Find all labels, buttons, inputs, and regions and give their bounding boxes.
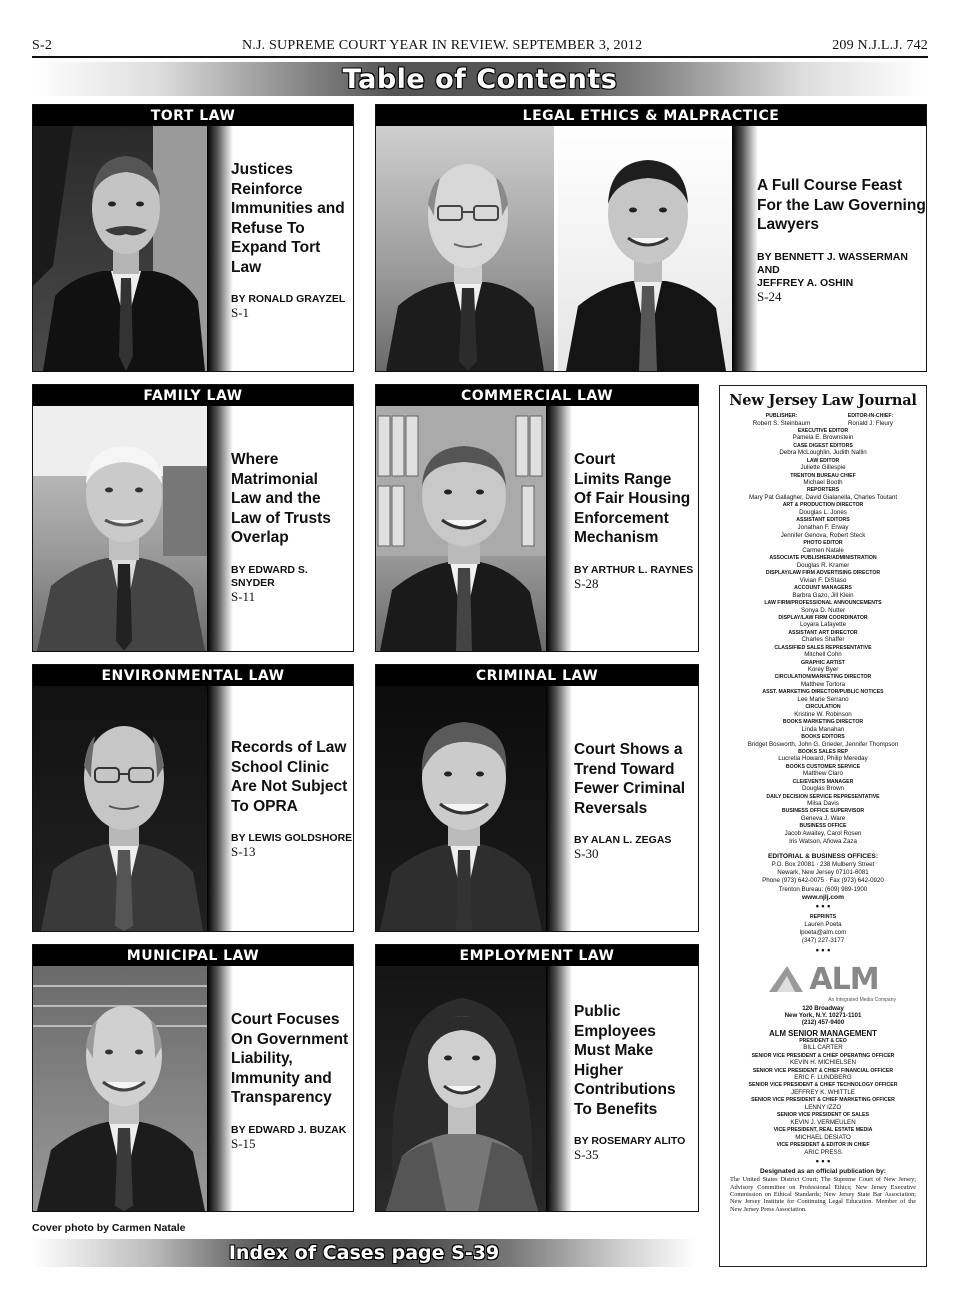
staff-title: ASSISTANT EDITORS [796,517,850,524]
website-link[interactable]: www.njlj.com [802,893,844,901]
staff-title: BOOKS MARKETING DIRECTOR [782,719,864,726]
offices-title: EDITORIAL & BUSINESS OFFICES: [767,852,879,860]
masthead [719,385,927,1267]
designated-text: The United States District Court; The Supreme Court of New Jersey; Advisory Committee on Professional Ethics; New Jersey Executive Commission on Ethical Standards; New Jersey State Bar Association; New Jersey Institute for Continuing Legal Education. Member of the New Jersey Press Association. [730,1176,916,1213]
article-page: S-15 [231,1135,256,1151]
staff-name: Matthew Claro [803,770,843,778]
staff-name: Geneva J. Ware [800,815,846,823]
article-page: S-11 [231,588,256,604]
section-legal-ethics[interactable] [375,104,927,372]
mgmt-list [720,1038,926,1157]
index-banner[interactable] [32,1239,696,1267]
staff-name: MICHAEL DESIATO [795,1133,851,1141]
article-byline: BY ARTHUR L. RAYNES [574,563,694,576]
staff-name: Bridget Bosworth, John G. Grieder, Jennifer Thompson [747,740,899,748]
article-text [574,406,693,651]
staff-name: Michael Booth [803,479,843,487]
staff-title: PHOTO EDITOR [803,540,843,547]
photo-fade [207,686,233,931]
staff-title: REPORTERS [806,487,840,494]
staff-name: Mitchell Cohn [804,651,842,659]
article-text [231,966,348,1211]
staff-name: LENNY IZZO [804,1103,842,1111]
section-criminal-law[interactable] [375,664,699,932]
article-page: S-13 [231,844,256,859]
photo-fade [546,686,572,931]
alm-tagline: An Integrated Media Company [828,996,896,1003]
staff-name: JEFFREY K. WHITTLE [791,1089,855,1097]
staff-title: BUSINESS OFFICE SUPERVISOR [781,808,865,815]
reprints-title: REPRINTS [809,914,837,921]
staff-name: Mary Pat Gallagher, David Gialanella, Charles Toutant [748,494,898,502]
staff-name: Milsa Davis [807,800,839,808]
staff-name: Carmen Natale [802,547,844,555]
staff-title: DAILY DECISION SERVICE REPRESENTATIVE [766,793,880,800]
staff-title: SENIOR VICE PRESIDENT & CHIEF FINANCIAL OFFICER [752,1067,894,1074]
article-text [574,966,685,1211]
separator-dots: • • • [815,901,831,912]
alm-wordmark: ALM [809,961,879,997]
staff-title: ART & PRODUCTION DIRECTOR [782,502,864,509]
offices-lines: P.O. Box 20081 · 238 Mulberry Street Newark, New Jersey 07101-6081 Phone (973) 642-0075 · Fax (973) 642-0920 Trenton Bureau: (609) 989-1900 [762,860,884,893]
staff-name: Pamela E. Brownstein [792,434,854,442]
article-text [231,126,345,371]
alm-triangle-icon [767,964,805,994]
article-headline[interactable]: Public Employees Must Make Higher Contributions To Benefits [574,1003,676,1118]
reprints-lines: Lauren Poeta lpoeta@alm.com (347) 227-3177 [799,920,847,945]
article-page: S-24 [757,288,782,304]
staff-title: CLASSIFIED SALES REPRESENTATIVE [774,644,872,651]
alm-address: 120 Broadway New York, N.Y. 10271-1101 (212) 457-9400 [784,1004,862,1026]
author-photo-oshin [558,126,736,371]
section-title: EMPLOYMENT LAW [376,945,698,966]
article-headline[interactable]: Justices Reinforce Immunities and Refuse To Expand Tort Law [231,161,345,276]
staff-title: SENIOR VICE PRESIDENT & CHIEF TECHNOLOGY OFFICER [748,1082,898,1089]
article-text [574,686,685,931]
section-municipal-law[interactable] [32,944,354,1212]
section-environmental-law[interactable] [32,664,354,932]
toc-banner [32,62,928,96]
staff-title: ACCOUNT MANAGERS [794,585,852,592]
staff-name: Kristine W. Robinson [794,710,852,718]
article-text [231,686,352,931]
alm-logo [748,962,898,997]
author-photo [376,966,548,1211]
section-tort-law[interactable] [32,104,354,372]
article-byline: BY ROSEMARY ALITO [574,1135,686,1147]
staff-title: VICE PRESIDENT & EDITOR IN CHIEF [776,1142,870,1149]
article-page: S-30 [574,846,599,861]
staff-name: Jacob Awaitey, Carol Rosen Iris Watson, Afiowa Zaza [784,829,862,846]
author-photo [33,686,211,931]
section-commercial-law[interactable] [375,384,699,652]
staff-name: Debra McLoughlin, Judith Nallin [779,449,867,457]
article-page: S-35 [574,1147,599,1162]
article-headline[interactable]: Court Shows a Trend Toward Fewer Criminal Reversals [574,741,686,817]
author-photo-wasserman [376,126,554,371]
staff-name: Loyara Lafayette [799,621,847,629]
page-number: S-2 [32,38,53,53]
index-banner-label: Index of Cases page S-39 [228,1242,500,1264]
photo-fade [207,126,233,371]
staff-name: Douglas R. Kramer [796,561,850,569]
staff-title: LAW FIRM/PROFESSIONAL ANNOUNCEMENTS [764,599,882,606]
article-byline: BY EDWARD S. SNYDER [231,563,308,589]
photo-fade [207,406,233,651]
staff-title: DISPLAY/LAW FIRM ADVERTISING DIRECTOR [765,570,881,577]
section-title: TORT LAW [33,105,353,126]
eic-name: Ronald J. Fleury [847,419,894,427]
section-title: MUNICIPAL LAW [33,945,353,966]
section-title: ENVIRONMENTAL LAW [33,665,353,686]
staff-name: Barbra Gazo, Jill Klein [792,591,854,599]
article-byline: BY EDWARD J. BUZAK [231,1123,347,1136]
masthead-top-names [720,409,926,428]
staff-title: SENIOR VICE PRESIDENT OF SALES [777,1112,869,1119]
staff-title: TRENTON BUREAU CHIEF [790,472,856,479]
section-title: CRIMINAL LAW [376,665,698,686]
article-text [231,406,353,651]
staff-title: LAW EDITOR [806,457,840,464]
separator-dots: • • • [815,944,831,955]
citation: 209 N.J.L.J. 742 [832,38,928,53]
publisher-label: PUBLISHER: [765,413,798,419]
staff-title: CIRCULATION/MARKETING DIRECTOR [774,674,872,681]
mgmt-title: ALM SENIOR MANAGEMENT [769,1028,877,1038]
staff-name: Lucretia Howard, Philip Mereday [778,755,868,763]
staff-title: VICE PRESIDENT, REAL ESTATE MEDIA [773,1127,873,1134]
toc-title: Table of Contents [342,63,618,95]
staff-title: CIRCULATION [805,704,841,711]
article-headline[interactable]: Records of Law School Clinic Are Not Subject To OPRA [231,739,348,815]
staff-title: BUSINESS OFFICE [799,823,847,830]
staff-name: Vivian F. DiStaso [799,576,847,584]
staff-name: KEVIN J. VERMEULEN [790,1118,856,1126]
cover-credit: Cover photo by Carmen Natale [32,1222,186,1234]
section-title: COMMERCIAL LAW [376,385,698,406]
author-photo [376,686,548,931]
staff-name: ERIC F. LUNDBERG [794,1074,852,1082]
article-page: S-1 [231,305,250,320]
staff-name: Juliette Gillespie [800,464,846,472]
article-headline[interactable]: Court Focuses On Government Liability, Immunity and Transparency [231,1011,349,1106]
staff-title: BOOKS SALES REP [798,748,848,755]
author-photo [33,966,211,1211]
staff-title: CLE/EVENTS MANAGER [792,778,854,785]
staff-name: BILL CARTER [803,1044,843,1052]
section-title: LEGAL ETHICS & MALPRACTICE [376,105,926,126]
staff-title: ASST. MARKETING DIRECTOR/PUBLIC NOTICES [762,689,884,696]
staff-name: Linda Manahan [801,725,845,733]
staff-name: ARIC PRESS [804,1148,842,1156]
newspaper-name: New Jersey Law Journal [729,392,917,409]
staff-title: BOOKS EDITORS [801,734,845,740]
section-family-law[interactable] [32,384,354,652]
article-page: S-28 [574,575,599,591]
staff-name: Korey Byer [807,666,839,674]
staff-title: CASE DIGEST EDITORS [793,442,853,449]
publication-line: N.J. SUPREME COURT YEAR IN REVIEW. SEPTEMBER 3, 2012 [242,38,643,53]
author-photo [33,406,211,651]
article-byline: BY RONALD GRAYZEL [231,293,346,305]
page-header [32,38,928,58]
staff-title: ASSOCIATE PUBLISHER/ADMINISTRATION [769,555,877,562]
staff-name: Douglas Brown [802,785,844,793]
photo-fade [732,126,758,371]
designated-title: Designated as an official publication by: [759,1167,887,1175]
author-photo [33,126,211,371]
photo-fade [207,966,233,1211]
staff-title: GRAPHIC ARTIST [801,659,845,666]
eic-label: EDITOR-IN-CHIEF: [847,413,894,419]
publisher-name: Robert S. Steinbaum [752,419,811,427]
article-headline[interactable]: Where Matrimonial Law and the Law of Trusts Overlap [231,451,331,546]
header-rule [32,56,928,58]
separator-dots: • • • [815,1155,831,1166]
staff-title: EXECUTIVE EDITOR [797,427,849,434]
staff-list [720,428,926,847]
author-photo [376,406,548,651]
staff-name: Matthew Tortora [800,681,846,689]
article-byline: BY BENNETT J. WASSERMAN AND JEFFREY A. OSHIN [757,250,908,289]
section-employment-law[interactable] [375,944,699,1212]
staff-name: Charles Shaffer [801,636,845,644]
staff-title: SENIOR VICE PRESIDENT & CHIEF MARKETING OFFICER [751,1097,895,1104]
staff-title: SENIOR VICE PRESIDENT & CHIEF OPERATING OFFICER [751,1052,895,1059]
article-headline[interactable]: A Full Course Feast For the Law Governing Lawyers [757,177,926,233]
staff-name: Douglas L. Jones [799,508,847,516]
staff-name: KEVIN H. MICHIELSEN [789,1059,856,1067]
article-headline[interactable]: Court Limits Range Of Fair Housing Enforcement Mechanism [574,451,691,546]
photo-fade [546,406,572,651]
photo-fade [546,966,572,1211]
staff-name: Lee Marie Serrano [797,695,849,703]
staff-title: BOOKS CUSTOMER SERVICE [785,763,861,770]
article-byline: BY LEWIS GOLDSHORE [231,832,353,844]
staff-title: PRESIDENT & CEO [799,1037,847,1044]
staff-title: ASSISTANT ART DIRECTOR [788,629,858,636]
staff-name: Sonya D. Nutter [800,606,846,614]
article-text [757,126,926,371]
staff-title: DISPLAY/LAW FIRM COORDINATOR [778,614,868,621]
staff-name: Jonathan F. Erway Jennifer Genova, Robert Steck [780,523,866,540]
article-byline: BY ALAN L. ZEGAS [574,834,672,846]
section-title: FAMILY LAW [33,385,353,406]
